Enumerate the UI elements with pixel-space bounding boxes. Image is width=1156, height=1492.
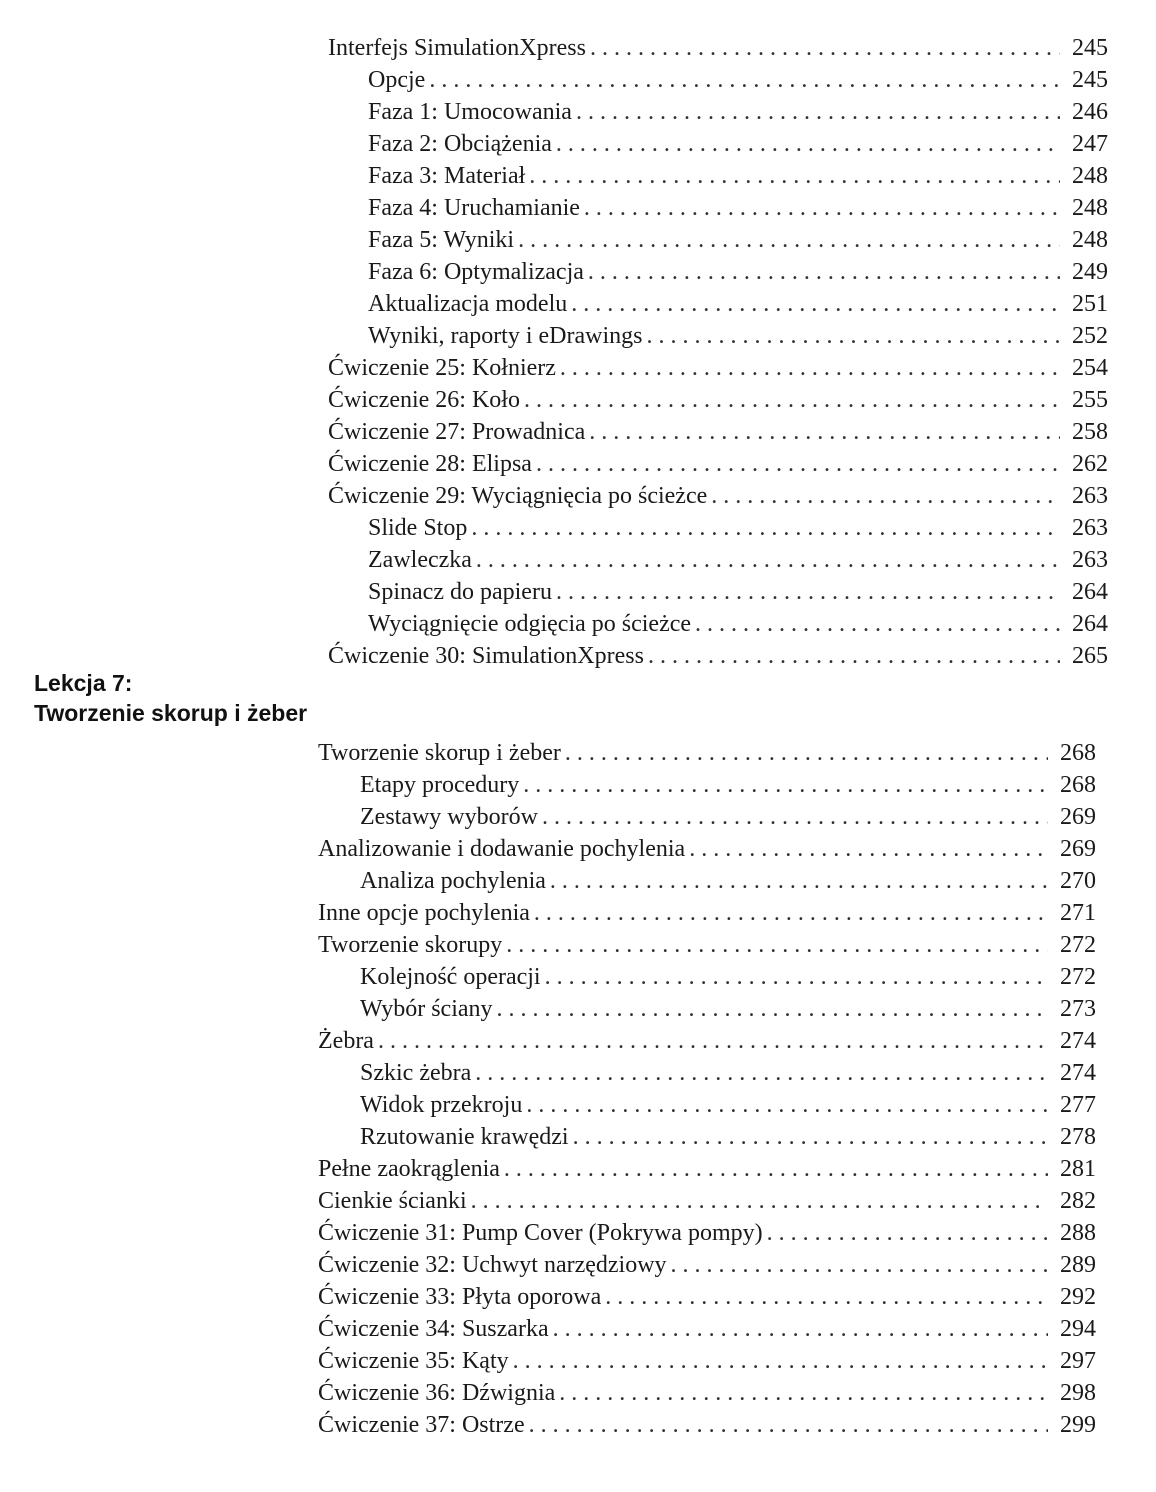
toc-entry-page: 272 (1060, 932, 1096, 958)
toc-entry (0, 608, 1156, 640)
toc-entry (0, 224, 1156, 256)
toc-entry (0, 801, 1156, 833)
dot-leader (471, 512, 1060, 544)
toc-entry (0, 512, 1156, 544)
toc-entry (0, 1185, 1156, 1217)
toc-entry-page: 249 (1072, 259, 1108, 285)
toc-entry-title: Ćwiczenie 27: Prowadnica (328, 419, 586, 445)
toc-entry-title: Faza 1: Umocowania (368, 99, 572, 125)
toc-entry (0, 1121, 1156, 1153)
toc-entry-page: 268 (1060, 772, 1096, 798)
toc-entry-page: 271 (1060, 900, 1096, 926)
dot-leader (584, 192, 1060, 224)
dot-leader (523, 769, 1048, 801)
toc-entry (0, 128, 1156, 160)
toc-entry-page: 288 (1060, 1220, 1096, 1246)
dot-leader (571, 288, 1060, 320)
toc-entry (0, 1057, 1156, 1089)
toc-entry-page: 248 (1072, 227, 1108, 253)
dot-leader (534, 897, 1048, 929)
dot-leader (556, 576, 1060, 608)
dot-leader (471, 1185, 1048, 1217)
dot-leader (589, 416, 1060, 448)
toc-entry (0, 1313, 1156, 1345)
dot-leader (671, 1249, 1048, 1281)
toc-entry (0, 1089, 1156, 1121)
dot-leader (536, 448, 1060, 480)
toc-entry (0, 1217, 1156, 1249)
toc-entry-page: 269 (1060, 836, 1096, 862)
toc-entry (0, 64, 1156, 96)
toc-entry-title: Interfejs SimulationXpress (328, 35, 586, 61)
toc-entry-title: Kolejność operacji (360, 964, 541, 990)
toc-entry-title: Ćwiczenie 32: Uchwyt narzędziowy (318, 1252, 667, 1278)
toc-entry-title: Tworzenie skorupy (318, 932, 503, 958)
dot-leader (565, 737, 1048, 769)
toc-entry-page: 299 (1060, 1412, 1096, 1438)
toc-entry-page: 292 (1060, 1284, 1096, 1310)
dot-leader (573, 1121, 1048, 1153)
toc-entry (0, 384, 1156, 416)
toc-entry-page: 297 (1060, 1348, 1096, 1374)
toc-entry-title: Ćwiczenie 26: Koło (328, 387, 520, 413)
dot-leader (556, 128, 1060, 160)
toc-entry-title: Zawleczka (368, 547, 472, 573)
dot-leader (513, 1345, 1048, 1377)
dot-leader (605, 1281, 1048, 1313)
toc-entry-title: Ćwiczenie 29: Wyciągnięcia po ścieżce (328, 483, 708, 509)
dot-leader (689, 833, 1048, 865)
toc-entry-page: 270 (1060, 868, 1096, 894)
toc-entry (0, 1345, 1156, 1377)
toc-entry-title: Ćwiczenie 37: Ostrze (318, 1412, 525, 1438)
toc-entry-page: 262 (1072, 451, 1108, 477)
toc-entry-page: 273 (1060, 996, 1096, 1022)
dot-leader (504, 1153, 1048, 1185)
toc-entry-page: 278 (1060, 1124, 1096, 1150)
toc-entry-title: Widok przekroju (360, 1092, 523, 1118)
toc-entry-title: Etapy procedury (360, 772, 520, 798)
toc-entry (0, 1377, 1156, 1409)
toc-entry-title: Opcje (368, 67, 426, 93)
toc-entry-page: 289 (1060, 1252, 1096, 1278)
toc-entry-page: 282 (1060, 1188, 1096, 1214)
dot-leader (560, 352, 1060, 384)
toc-entry-title: Ćwiczenie 35: Kąty (318, 1348, 509, 1374)
toc-entry-title: Ćwiczenie 36: Dźwignia (318, 1380, 556, 1406)
toc-entry (0, 576, 1156, 608)
toc-entry-title: Wybór ściany (360, 996, 493, 1022)
toc-entry-title: Żebra (318, 1028, 374, 1054)
toc-entry (0, 192, 1156, 224)
toc-entry (0, 1153, 1156, 1185)
toc-entry-title: Tworzenie skorup i żeber (318, 740, 561, 766)
toc-entry-page: 269 (1060, 804, 1096, 830)
toc-entry-title: Faza 3: Materiał (368, 163, 526, 189)
toc-entry-title: Rzutowanie krawędzi (360, 1124, 569, 1150)
toc-entry-page: 277 (1060, 1092, 1096, 1118)
toc-entry-title: Analizowanie i dodawanie pochylenia (318, 836, 686, 862)
dot-leader (545, 961, 1048, 993)
toc-entry-title: Ćwiczenie 33: Płyta oporowa (318, 1284, 602, 1310)
toc-entry-title: Faza 2: Obciążenia (368, 131, 552, 157)
toc-entry-page: 248 (1072, 195, 1108, 221)
toc-entry (0, 737, 1156, 769)
toc-list-part2 (0, 737, 1156, 1441)
dot-leader (476, 544, 1060, 576)
toc-entry (0, 1249, 1156, 1281)
toc-entry-page: 264 (1072, 579, 1108, 605)
toc-entry (0, 352, 1156, 384)
toc-entry-page: 252 (1072, 323, 1108, 349)
dot-leader (550, 865, 1048, 897)
dot-leader (647, 320, 1061, 352)
dot-leader (524, 384, 1060, 416)
toc-entry (0, 160, 1156, 192)
dot-leader (711, 480, 1060, 512)
toc-entry (0, 320, 1156, 352)
dot-leader (518, 224, 1060, 256)
toc-entry-page: 265 (1072, 643, 1108, 669)
toc-entry (0, 288, 1156, 320)
dot-leader (529, 1409, 1048, 1441)
toc-entry-page: 281 (1060, 1156, 1096, 1182)
toc-entry-title: Analiza pochylenia (360, 868, 546, 894)
toc-entry-title: Ćwiczenie 31: Pump Cover (Pokrywa pompy) (318, 1220, 763, 1246)
toc-entry-title: Szkic żebra (360, 1060, 472, 1086)
toc-entry (0, 833, 1156, 865)
toc-list-part1 (0, 32, 1156, 672)
toc-entry-page: 258 (1072, 419, 1108, 445)
dot-leader (526, 1089, 1048, 1121)
toc-entry-page: 251 (1072, 291, 1108, 317)
lesson-heading (34, 668, 307, 728)
toc-entry-page: 255 (1072, 387, 1108, 413)
dot-leader (648, 640, 1060, 672)
toc-entry-page: 268 (1060, 740, 1096, 766)
toc-entry (0, 1281, 1156, 1313)
toc-entry-page: 248 (1072, 163, 1108, 189)
toc-entry (0, 1409, 1156, 1441)
toc-entry-page: 274 (1060, 1060, 1096, 1086)
toc-entry-page: 245 (1072, 35, 1108, 61)
toc-entry-title: Pełne zaokrąglenia (318, 1156, 500, 1182)
dot-leader (429, 64, 1060, 96)
toc-entry-page: 298 (1060, 1380, 1096, 1406)
toc-entry-title: Ćwiczenie 34: Suszarka (318, 1316, 549, 1342)
dot-leader (576, 96, 1060, 128)
toc-entry-page: 263 (1072, 515, 1108, 541)
toc-entry (0, 544, 1156, 576)
dot-leader (506, 929, 1048, 961)
toc-entry-page: 272 (1060, 964, 1096, 990)
toc-entry-title: Wyciągnięcie odgięcia po ścieżce (368, 611, 692, 637)
toc-entry-title: Slide Stop (368, 515, 468, 541)
toc-entry (0, 865, 1156, 897)
toc-entry (0, 448, 1156, 480)
toc-entry-title: Cienkie ścianki (318, 1188, 467, 1214)
dot-leader (553, 1313, 1048, 1345)
toc-entry-title: Faza 5: Wyniki (368, 227, 515, 253)
toc-entry-title: Zestawy wyborów (360, 804, 538, 830)
lesson-number: Lekcja 7: (34, 670, 133, 696)
toc-entry-page: 246 (1072, 99, 1108, 125)
dot-leader (497, 993, 1048, 1025)
toc-entry-page: 245 (1072, 67, 1108, 93)
toc-entry (0, 897, 1156, 929)
toc-entry-title: Faza 6: Optymalizacja (368, 259, 584, 285)
dot-leader (559, 1377, 1048, 1409)
toc-entry-title: Ćwiczenie 25: Kołnierz (328, 355, 556, 381)
toc-entry-page: 263 (1072, 483, 1108, 509)
dot-leader (695, 608, 1060, 640)
toc-entry (0, 256, 1156, 288)
toc-entry-title: Inne opcje pochylenia (318, 900, 530, 926)
dot-leader (767, 1217, 1048, 1249)
toc-entry (0, 993, 1156, 1025)
toc-entry-title: Ćwiczenie 30: SimulationXpress (328, 643, 644, 669)
toc-entry-page: 264 (1072, 611, 1108, 637)
toc-entry-page: 274 (1060, 1028, 1096, 1054)
toc-entry-title: Spinacz do papieru (368, 579, 552, 605)
dot-leader (475, 1057, 1048, 1089)
toc-entry (0, 480, 1156, 512)
toc-entry-title: Faza 4: Uruchamianie (368, 195, 580, 221)
toc-entry-page: 263 (1072, 547, 1108, 573)
toc-entry (0, 1025, 1156, 1057)
toc-entry (0, 416, 1156, 448)
dot-leader (542, 801, 1048, 833)
toc-entry (0, 961, 1156, 993)
toc-entry-title: Aktualizacja modelu (368, 291, 568, 317)
toc-entry (0, 929, 1156, 961)
toc-entry-page: 254 (1072, 355, 1108, 381)
toc-entry-page: 294 (1060, 1316, 1096, 1342)
dot-leader (378, 1025, 1048, 1057)
toc-entry-title: Ćwiczenie 28: Elipsa (328, 451, 532, 477)
toc-entry-page: 247 (1072, 131, 1108, 157)
toc-entry (0, 32, 1156, 64)
toc-entry (0, 96, 1156, 128)
dot-leader (529, 160, 1060, 192)
dot-leader (588, 256, 1060, 288)
lesson-title: Tworzenie skorup i żeber (34, 700, 308, 726)
dot-leader (590, 32, 1060, 64)
toc-entry-title: Wyniki, raporty i eDrawings (368, 323, 643, 349)
toc-entry (0, 769, 1156, 801)
